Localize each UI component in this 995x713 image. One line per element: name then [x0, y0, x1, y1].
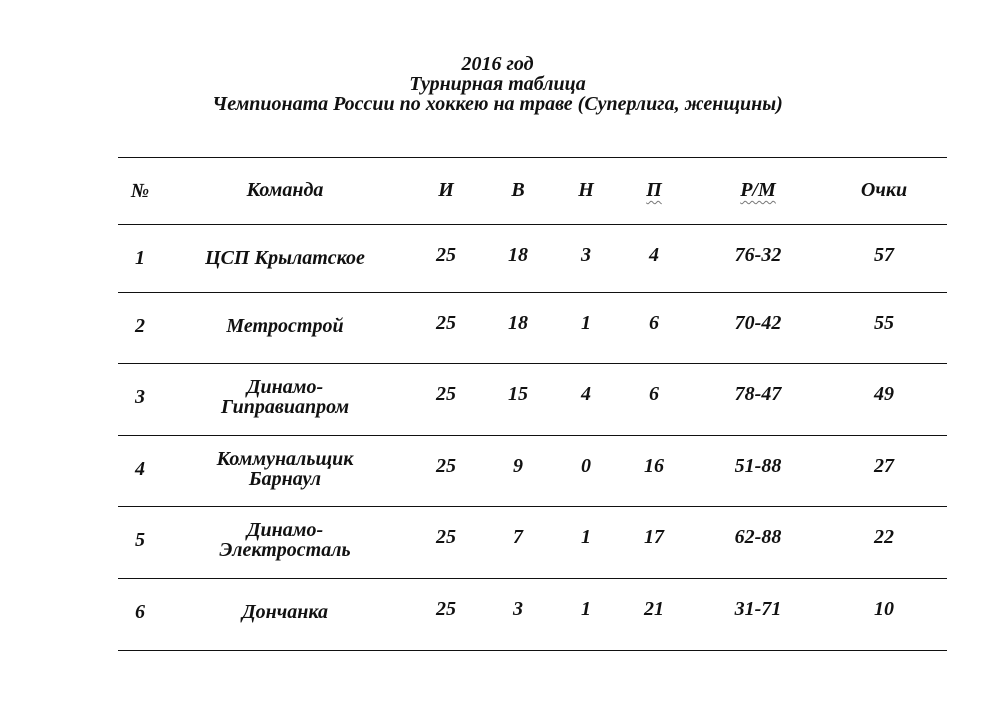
row-num: 1: [135, 247, 145, 269]
row-losses: 6: [649, 312, 659, 334]
row-draws: 0: [581, 455, 591, 477]
header-wins: В: [511, 179, 525, 201]
row-draws: 1: [581, 312, 591, 334]
title-table-name: Турнирная таблица: [409, 73, 586, 95]
row-team-line2: Барнаул: [248, 468, 322, 490]
row-wins: 3: [513, 598, 523, 620]
row-losses: 21: [644, 598, 664, 620]
standings-table: [118, 157, 947, 651]
row-points: 49: [874, 383, 894, 405]
row-draws: 1: [581, 526, 591, 548]
row-losses: 6: [649, 383, 659, 405]
row-goals: 31-71: [734, 598, 782, 620]
header-games: И: [438, 179, 454, 201]
table-row: [118, 364, 947, 436]
row-num: 3: [135, 386, 145, 408]
row-team-line2: Электросталь: [219, 539, 351, 561]
row-games: 25: [436, 455, 456, 477]
header-team: Команда: [246, 179, 324, 201]
row-goals: 51-88: [734, 455, 782, 477]
row-team: [162, 377, 408, 417]
row-goals: 62-88: [734, 526, 782, 548]
header-losses: П: [646, 179, 662, 201]
row-team: [162, 520, 408, 560]
row-team: Метрострой: [226, 315, 344, 337]
row-wins: 7: [513, 526, 523, 548]
table-row: [118, 507, 947, 579]
row-wins: 18: [508, 244, 528, 266]
title-championship: Чемпионата России по хоккею на траве (Суперлига, женщины): [212, 93, 783, 115]
row-num: 4: [135, 458, 145, 480]
row-team: [162, 449, 408, 489]
row-team-line2: Гиправиапром: [220, 396, 350, 418]
row-wins: 18: [508, 312, 528, 334]
row-losses: 17: [644, 526, 664, 548]
row-games: 25: [436, 244, 456, 266]
title-year: 2016 год: [461, 53, 534, 75]
row-goals: 78-47: [734, 383, 782, 405]
row-goals: 70-42: [734, 312, 782, 334]
row-losses: 16: [644, 455, 664, 477]
table-row: [118, 579, 947, 651]
row-num: 6: [135, 601, 145, 623]
row-losses: 4: [649, 244, 659, 266]
row-points: 57: [874, 244, 894, 266]
row-games: 25: [436, 598, 456, 620]
row-points: 22: [874, 526, 894, 548]
row-games: 25: [436, 312, 456, 334]
row-points: 10: [874, 598, 894, 620]
document-title: [0, 54, 995, 114]
row-team-line1: Коммунальщик: [216, 448, 354, 470]
header-points: Очки: [860, 179, 908, 201]
row-team-line1: Динамо-: [246, 376, 324, 398]
row-team: Дончанка: [241, 601, 328, 623]
row-points: 27: [874, 455, 894, 477]
row-team: ЦСП Крылатское: [205, 247, 365, 269]
row-num: 5: [135, 529, 145, 551]
table-row: [118, 225, 947, 293]
row-num: 2: [135, 315, 145, 337]
row-wins: 15: [508, 383, 528, 405]
row-draws: 3: [581, 244, 591, 266]
table-row: [118, 293, 947, 364]
row-draws: 1: [581, 598, 591, 620]
row-goals: 76-32: [734, 244, 782, 266]
header-draws: Н: [578, 179, 594, 201]
row-draws: 4: [581, 383, 591, 405]
table-header-row: [118, 158, 947, 225]
row-games: 25: [436, 526, 456, 548]
row-wins: 9: [513, 455, 523, 477]
row-points: 55: [874, 312, 894, 334]
header-goals: Р/М: [740, 179, 776, 201]
header-num: №: [130, 180, 150, 202]
row-team-line1: Динамо-: [246, 519, 324, 541]
row-games: 25: [436, 383, 456, 405]
table-row: [118, 436, 947, 507]
